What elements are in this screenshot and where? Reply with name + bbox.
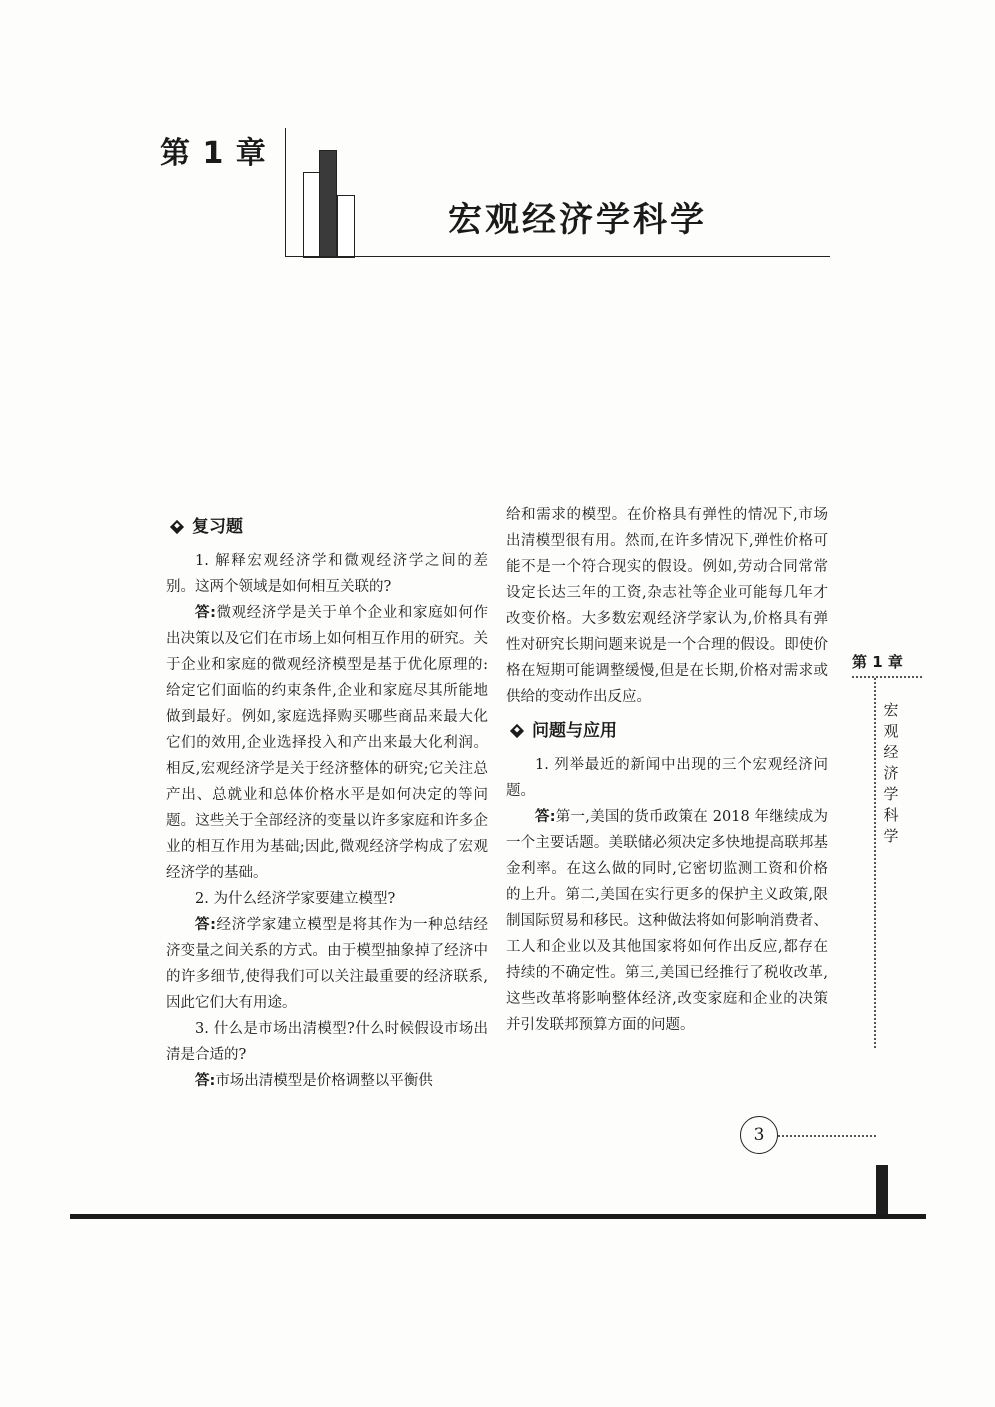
question-2: 2. 为什么经济学家要建立模型? [195, 891, 396, 907]
answer-label: 答: [535, 809, 556, 825]
sidebar-title-char: 学 [883, 785, 899, 803]
question-3: 3. 什么是市场出清模型?什么时候假设市场出清是合适的? [166, 1021, 488, 1063]
sidebar-dotted-vertical-rule [874, 678, 876, 1048]
sidebar-title-char: 观 [883, 722, 899, 740]
question-1: 1. 解释宏观经济学和微观经济学之间的差别。这两个领域是如何相互关联的? [166, 553, 488, 595]
chapter-label: 第 1 章 [160, 136, 267, 171]
bottom-rule [70, 1214, 926, 1219]
sidebar-title-char: 学 [883, 827, 899, 845]
answer-label: 答: [195, 917, 216, 933]
answer-3 [166, 1068, 488, 1094]
sidebar-title-char: 科 [883, 806, 899, 824]
problem-1: 1. 列举最近的新闻中出现的三个宏观经济问题。 [506, 757, 828, 799]
header-vertical-rule [285, 128, 286, 256]
header-decor-bar-3 [337, 195, 355, 258]
sidebar-dotted-rule [852, 676, 924, 678]
left-column [166, 512, 488, 1094]
sidebar-chapter-label: 第 1 章 [852, 653, 903, 671]
answer-1 [166, 600, 488, 886]
page-number [740, 1116, 778, 1154]
chapter-title: 宏观经济学科学 [448, 200, 707, 240]
section-title: 问题与应用 [532, 721, 617, 741]
answer-text: 市场出清模型是价格调整以平衡供 [215, 1073, 433, 1089]
page-number-text: 3 [753, 1125, 765, 1145]
answer-2 [166, 912, 488, 1016]
right-column [506, 502, 828, 1038]
answer-label: 答: [195, 605, 216, 621]
answer-3-continued: 给和需求的模型。在价格具有弹性的情况下,市场出清模型很有用。然而,在许多情况下,弹性价格可能不是一个符合现实的假设。例如,劳动合同常常设定长达三年的工资,杂志社等企业可能每几年才改变价格。大多数宏观经济学家认为,价格具有弹性对研究长期问题来说是一个合理的假设。即使价格在短期可能调整缓慢,但是在长期,价格对需求或供给的变动作出反应。 [506, 507, 828, 705]
section-heading-review [166, 514, 488, 540]
header-decor-bar-2 [319, 150, 337, 258]
diamond-bullet-icon [170, 520, 184, 534]
answer-label: 答: [195, 1073, 216, 1089]
sidebar-chapter-title [882, 700, 900, 847]
diamond-bullet-icon [510, 724, 524, 738]
section-heading-problems [506, 718, 828, 744]
sidebar-title-char: 宏 [883, 701, 899, 719]
section-title: 复习题 [192, 517, 243, 537]
sidebar-title-char: 经 [883, 743, 899, 761]
page-number-dotted-rule [778, 1135, 876, 1137]
answer-text: 微观经济学是关于单个企业和家庭如何作出决策以及它们在市场上如何相互作用的研究。关于企业和家庭的微观经济模型是基于优化原理的:给定它们面临的约束条件,企业和家庭尽其所能地做到最好。例如,家庭选择购买哪些商品来最大化它们的效用,企业选择投入和产出来最大化利润。相反,宏观经济学是关于经济整体的研究;它关注总产出、总就业和总体价格水平是如何决定的等问题。这些关于全部经济的变量以许多家庭和许多企业的相互作用为基础;因此,微观经济学构成了宏观经济学的基础。 [166, 605, 488, 881]
sidebar-title-char: 济 [883, 764, 899, 782]
header-horizontal-rule [285, 256, 830, 257]
answer-text: 经济学家建立模型是将其作为一种总结经济变量之间关系的方式。由于模型抽象掉了经济中的许多细节,使得我们可以关注最重要的经济联系,因此它们大有用途。 [166, 917, 488, 1011]
sidebar-thumb-block [876, 1165, 888, 1217]
answer-text: 第一,美国的货币政策在 2018 年继续成为一个主要话题。美联储必须决定多快地提高联邦基金利率。在这么做的同时,它密切监测工资和价格的上升。第二,美国在实行更多的保护主义政策,限制国际贸易和移民。这种做法将如何影响消费者、工人和企业以及其他国家将如何作出反应,都存在持续的不确定性。第三,美国已经推行了税收改革,这些改革将影响整体经济,改变家庭和企业的决策并引发联邦预算方面的问题。 [506, 809, 828, 1033]
problem-answer-1 [506, 804, 828, 1038]
